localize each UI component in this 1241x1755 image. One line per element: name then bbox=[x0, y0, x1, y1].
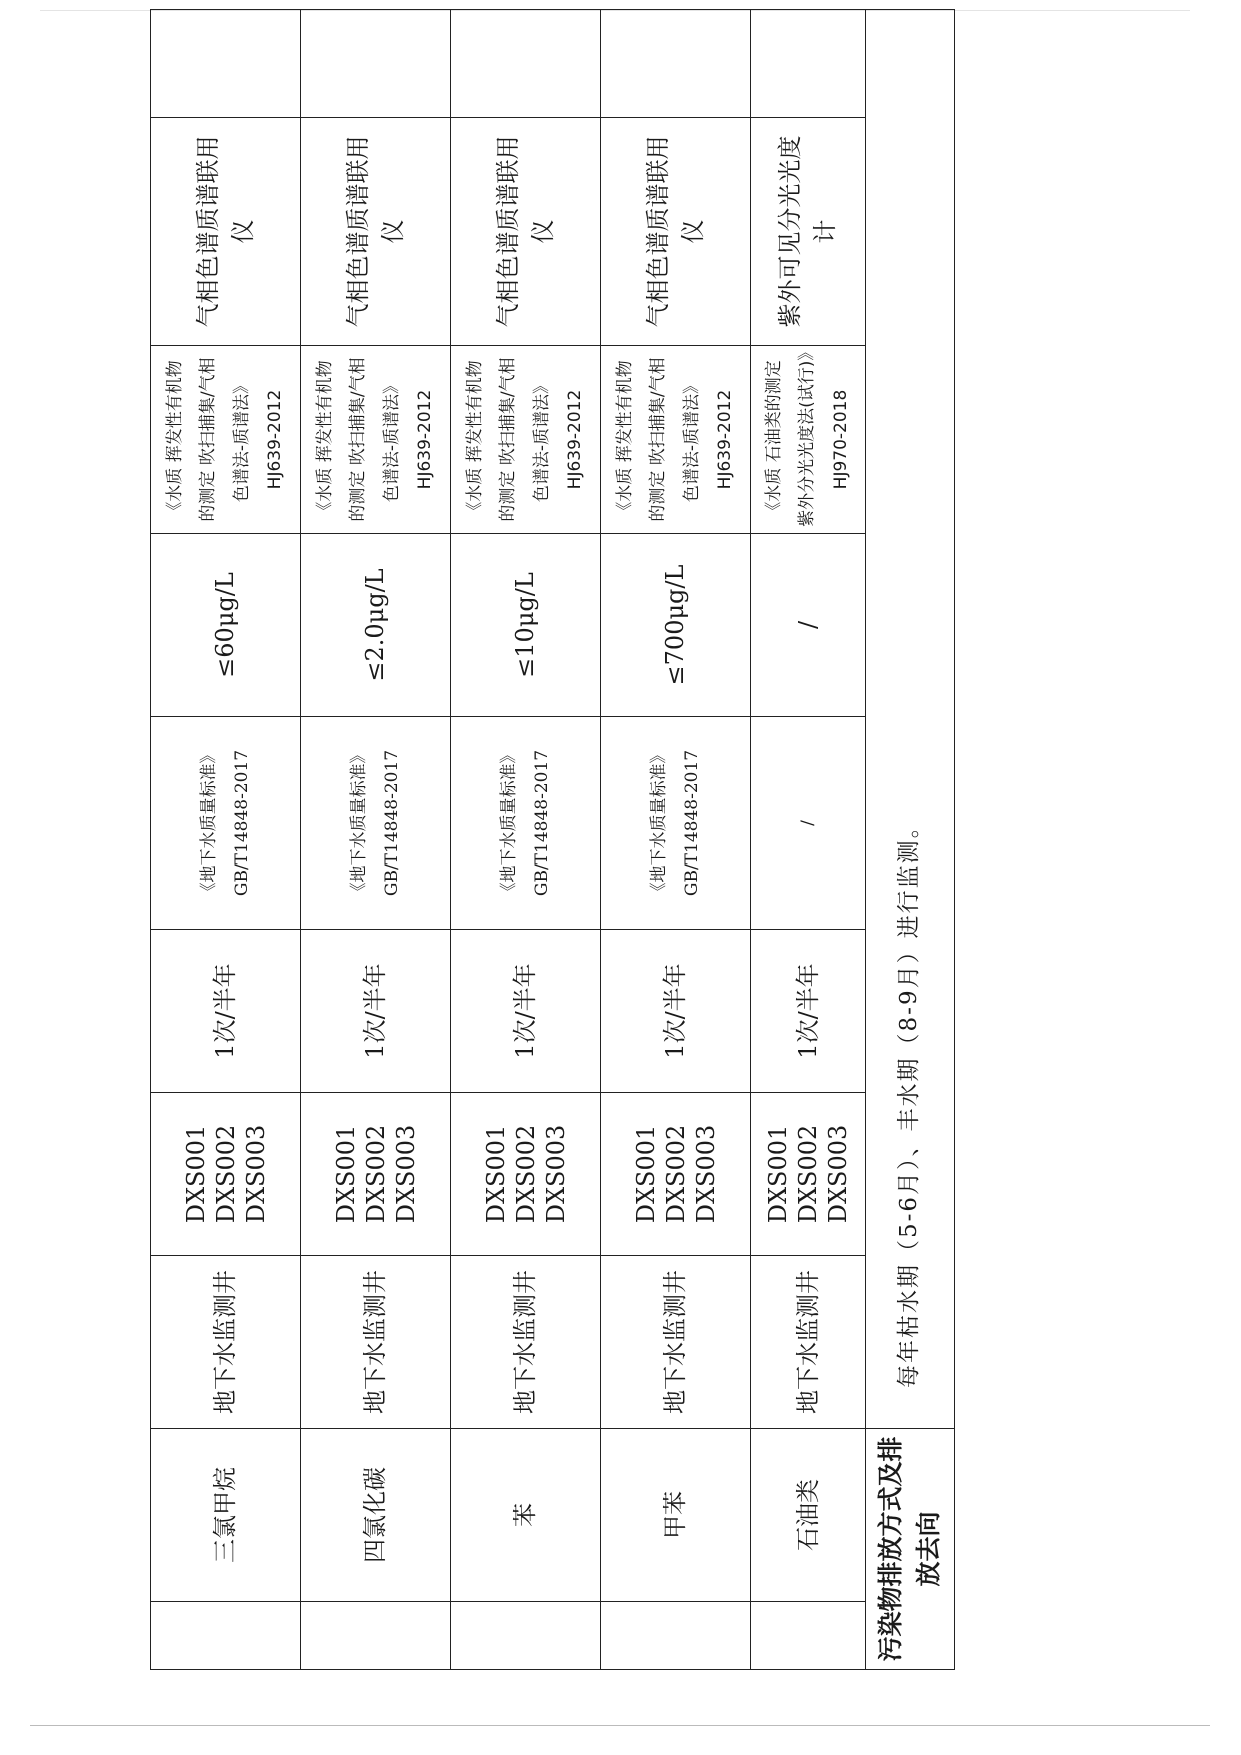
blank-cell bbox=[151, 10, 301, 118]
frequency-cell: 1次/半年 bbox=[451, 930, 601, 1093]
blank-cell bbox=[601, 1602, 751, 1670]
instrument-cell: 气相色谱质谱联用仪 bbox=[451, 118, 601, 346]
footer-text: 每年枯水期（5-6月）、丰水期（8-9月）进行监测。 bbox=[865, 10, 954, 1429]
code-item: DXS002 bbox=[361, 1124, 390, 1224]
frequency-cell: 1次/半年 bbox=[751, 930, 866, 1093]
pollutant-cell: 甲苯 bbox=[601, 1429, 751, 1602]
table-row bbox=[451, 10, 601, 1670]
site-cell: 地下水监测井 bbox=[301, 1256, 451, 1429]
blank-cell bbox=[601, 10, 751, 118]
blank-cell bbox=[751, 1602, 866, 1670]
code-item: DXS001 bbox=[181, 1124, 210, 1224]
site-cell: 地下水监测井 bbox=[601, 1256, 751, 1429]
code-item: DXS002 bbox=[661, 1124, 690, 1224]
limit-cell: / bbox=[751, 534, 866, 717]
method-cell: 《水质 挥发性有机物的测定 吹扫捕集/气相色谱法-质谱法》HJ639-2012 bbox=[601, 346, 751, 534]
method-cell: 《水质 挥发性有机物的测定 吹扫捕集/气相色谱法-质谱法》HJ639-2012 bbox=[301, 346, 451, 534]
codes-cell bbox=[301, 1093, 451, 1256]
codes-cell bbox=[751, 1093, 866, 1256]
blank-cell bbox=[301, 10, 451, 118]
monitoring-table bbox=[150, 9, 955, 1670]
pollutant-cell: 石油类 bbox=[751, 1429, 866, 1602]
site-cell: 地下水监测井 bbox=[751, 1256, 866, 1429]
blank-cell bbox=[751, 10, 866, 118]
code-item: DXS002 bbox=[211, 1124, 240, 1224]
blank-cell bbox=[301, 1602, 451, 1670]
code-item: DXS001 bbox=[481, 1124, 510, 1224]
site-cell: 地下水监测井 bbox=[151, 1256, 301, 1429]
frequency-cell: 1次/半年 bbox=[601, 930, 751, 1093]
blank-cell bbox=[151, 1602, 301, 1670]
blank-cell bbox=[451, 10, 601, 118]
frequency-cell: 1次/半年 bbox=[151, 930, 301, 1093]
instrument-cell: 紫外可见分光光度计 bbox=[751, 118, 866, 346]
limit-cell: ≤700μg/L bbox=[601, 534, 751, 717]
instrument-cell: 气相色谱质谱联用仪 bbox=[151, 118, 301, 346]
code-item: DXS003 bbox=[241, 1124, 270, 1224]
codes-cell bbox=[601, 1093, 751, 1256]
standard-cell: 《地下水质量标准》GB/T14848-2017 bbox=[301, 717, 451, 930]
table-row bbox=[601, 10, 751, 1670]
blank-cell bbox=[451, 1602, 601, 1670]
method-cell: 《水质 挥发性有机物的测定 吹扫捕集/气相色谱法-质谱法》HJ639-2012 bbox=[151, 346, 301, 534]
codes-cell bbox=[151, 1093, 301, 1256]
limit-cell: ≤60μg/L bbox=[151, 534, 301, 717]
pollutant-cell: 苯 bbox=[451, 1429, 601, 1602]
standard-cell: 《地下水质量标准》GB/T14848-2017 bbox=[151, 717, 301, 930]
table-row bbox=[751, 10, 866, 1670]
code-item: DXS002 bbox=[794, 1124, 822, 1224]
code-item: DXS001 bbox=[631, 1124, 660, 1224]
site-cell: 地下水监测井 bbox=[451, 1256, 601, 1429]
method-cell: 《水质 石油类的测定 紫外分光光度法(试行)》HJ970-2018 bbox=[751, 346, 866, 534]
scan-edge-bottom bbox=[30, 1725, 1210, 1726]
footer-row bbox=[865, 10, 954, 1670]
codes-cell bbox=[451, 1093, 601, 1256]
code-item: DXS003 bbox=[824, 1124, 852, 1224]
limit-cell: ≤10μg/L bbox=[451, 534, 601, 717]
table-body bbox=[151, 10, 955, 1670]
code-item: DXS001 bbox=[764, 1124, 792, 1224]
code-item: DXS003 bbox=[391, 1124, 420, 1224]
pollutant-cell: 三氯甲烷 bbox=[151, 1429, 301, 1602]
footer-label: 污染物排放方式及排放去向 bbox=[865, 1429, 954, 1670]
code-item: DXS003 bbox=[541, 1124, 570, 1224]
table-row bbox=[301, 10, 451, 1670]
table-row bbox=[151, 10, 301, 1670]
rotated-table-sheet bbox=[150, 135, 955, 1670]
code-item: DXS002 bbox=[511, 1124, 540, 1224]
standard-cell: 《地下水质量标准》GB/T14848-2017 bbox=[451, 717, 601, 930]
standard-cell: 《地下水质量标准》GB/T14848-2017 bbox=[601, 717, 751, 930]
limit-cell: ≤2.0μg/L bbox=[301, 534, 451, 717]
instrument-cell: 气相色谱质谱联用仪 bbox=[301, 118, 451, 346]
code-item: DXS003 bbox=[691, 1124, 720, 1224]
method-cell: 《水质 挥发性有机物的测定 吹扫捕集/气相色谱法-质谱法》HJ639-2012 bbox=[451, 346, 601, 534]
pollutant-cell: 四氯化碳 bbox=[301, 1429, 451, 1602]
standard-cell: / bbox=[751, 717, 866, 930]
frequency-cell: 1次/半年 bbox=[301, 930, 451, 1093]
instrument-cell: 气相色谱质谱联用仪 bbox=[601, 118, 751, 346]
code-item: DXS001 bbox=[331, 1124, 360, 1224]
